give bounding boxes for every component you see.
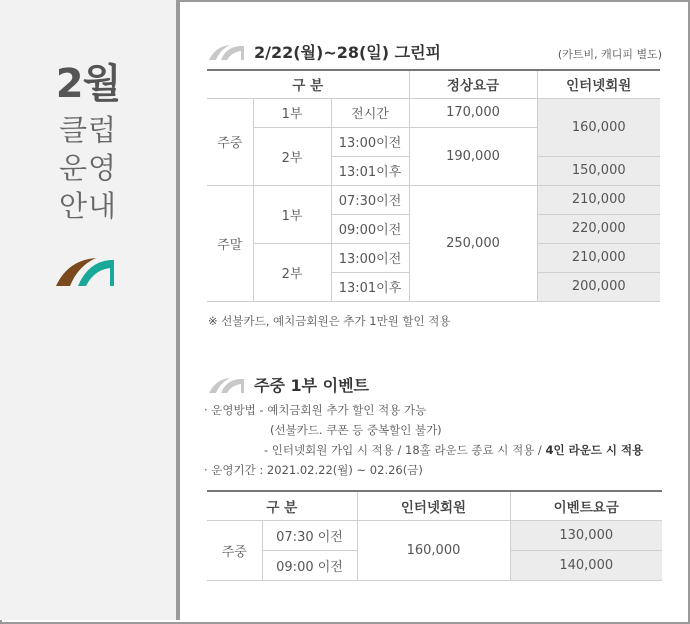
- event-method: · 운영방법 - 예치금회원 추가 할인 적용 가능: [204, 403, 427, 417]
- fee-note: (카트비, 캐디피 별도): [557, 48, 662, 61]
- weekend-normal: 250,000: [409, 185, 537, 301]
- weekend-p1-label: 1부: [253, 185, 331, 243]
- event-conditions-bold: 4인 라운드 시 적용: [545, 443, 644, 457]
- weekend-p2-label: 2부: [253, 243, 331, 301]
- section2-title-text: 주중 1부 이벤트: [254, 376, 370, 395]
- weekend-p2-t2: 13:01이후: [331, 272, 409, 301]
- sidebar-line-1: 클럽: [58, 113, 118, 147]
- ev-price-2: 140,000: [510, 550, 662, 580]
- weekend-p2-t1: 13:00이전: [331, 243, 409, 272]
- weekday-member-a: 160,000: [537, 98, 660, 156]
- header-member: 인터넷회원: [537, 70, 660, 98]
- weekday-p2-label: 2부: [253, 127, 331, 185]
- weekday-p1-label: 1부: [253, 98, 331, 127]
- weekend-p1-t2: 09:00이전: [331, 214, 409, 243]
- weekend-p1-m1: 210,000: [537, 185, 660, 214]
- sidebar-line-3: 안내: [58, 189, 118, 223]
- section2-title: [208, 373, 369, 396]
- event-method-sub2: [264, 442, 643, 458]
- discount-footnote: ※ 선불카드, 예치금회원은 추가 1만원 할인 적용: [208, 314, 451, 328]
- weekend-label: 주말: [207, 185, 253, 301]
- section1-title-text: 2/22(월)~28(일) 그린피: [254, 43, 442, 62]
- weekend-p1-m2: 220,000: [537, 214, 660, 243]
- arc-deco-icon-2: [208, 376, 246, 394]
- ev-t1: 07:30 이전: [262, 520, 357, 550]
- weekday-member-b: 150,000: [537, 156, 660, 185]
- weekday-p1-normal: 170,000: [409, 98, 537, 127]
- ev-row-label: 주중: [207, 520, 262, 580]
- weekend-p2-m1: 210,000: [537, 243, 660, 272]
- event-table: [207, 490, 662, 581]
- event-period: · 운영기간 : 2021.02.22(월) ~ 02.26(금): [204, 463, 423, 477]
- sidebar: [0, 0, 180, 620]
- sidebar-line-2: 운영: [58, 151, 118, 185]
- weekend-p1-t1: 07:30이전: [331, 185, 409, 214]
- ev-t2: 09:00 이전: [262, 550, 357, 580]
- ev-member: 160,000: [357, 520, 510, 580]
- section1-title: [208, 40, 441, 63]
- weekend-p2-m2: 200,000: [537, 272, 660, 301]
- weekday-p2-normal: 190,000: [409, 127, 537, 185]
- month-title: 2월: [55, 61, 121, 107]
- weekday-p1-time: 전시간: [331, 98, 409, 127]
- club-logo-icon: [54, 254, 116, 288]
- header-normal: 정상요금: [409, 70, 537, 98]
- ev-header-member: 인터넷회원: [357, 491, 510, 520]
- greenfee-table: [207, 69, 660, 302]
- ev-price-1: 130,000: [510, 520, 662, 550]
- arc-deco-icon: [208, 43, 246, 61]
- weekday-label: 주중: [207, 98, 253, 185]
- event-conditions: - 인터넷회원 가입 시 적용 / 18홀 라운드 종료 시 적용 /: [264, 443, 542, 457]
- header-category: 구 분: [207, 70, 409, 98]
- weekday-p2-t1: 13:00이전: [331, 127, 409, 156]
- weekday-p2-t2: 13:01이후: [331, 156, 409, 185]
- ev-header-category: 구 분: [207, 491, 357, 520]
- event-method-sub: (선불카드. 쿠폰 등 중복할인 불가): [270, 423, 442, 437]
- ev-header-event: 이벤트요금: [510, 491, 662, 520]
